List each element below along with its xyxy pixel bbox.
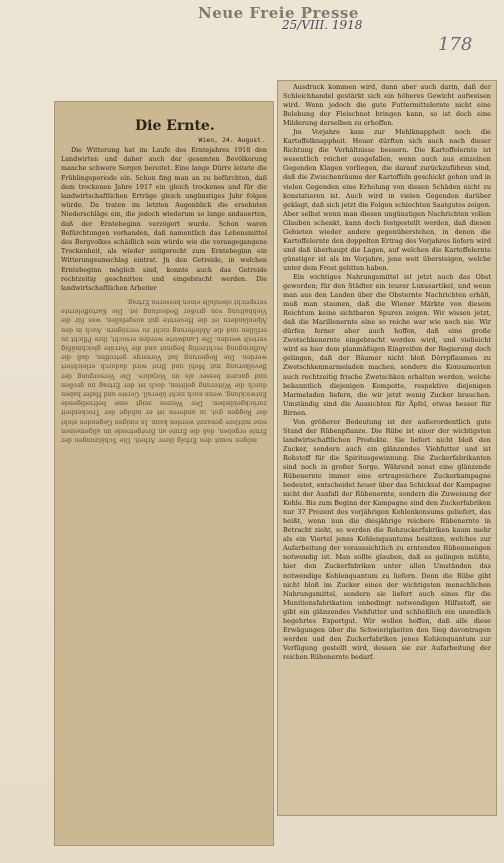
clipping-left xyxy=(54,101,274,846)
clipping-right xyxy=(277,80,497,816)
article-paragraph: Von größerer Bedeutung ist der außerordentlich gute Stand der Rübenpflanze. Die Rübe ist einer der wichtigsten landwirtschaftlichen Produkte. Sie liefert nicht bloß den Zucker, sondern auch ein glänzendes Viehfutter und ist Rohstoff für die Spiritusgewinnung. Die Zuckerfabrikanten sind noch in großer Sorge. Während sonst eine glänzende Rübenernte immer eine ertragreichere Zuckerkampagne bedeutet, entscheidet heuer über das Schicksal der Kampagne nicht der Ausfall der Rübenernte, sondern die Zuweisung der Kohle. Bis zum Beginn der Kampagne sind den Zuckerfabriken nur 37 Prozent des vorjährigen Kohlenkonsums geliefert, das heißt, wenn nun die diesjährige reichere Rübenernte in Betracht zieht, so werden die Rohzuckerfabriken kaum mehr als ein Viertel jenes Kohlenquantums besitzen, welches zur Aufarbeitung der voraussichtlich zu erntenden Rübenmengen notwendig ist. Man sollte glauben, daß es gelingen müßte, hier den Zuckerfabriken unter allen Umständen das notwendige Kohlenquantum zu liefern. Denn die Rübe gibt nicht bloß im Zucker eines der wichtigsten menschlichen Nahrungsmittel, sondern sie liefert auch eines für die Munitionsfabrikation unbedingt notwendigen Hilfsstoff, sie gibt ein glänzendes Viehfutter und schließlich ein unendlich begehrtes Exportgut. Wir wollen hoffen, daß alle diese Erwägungen über die Schwierigkeiten den Sieg davontragen werden und den Zuckerfabriken jenes Kohlenquantum zur Verfügung gestellt wird, dessen sie zur Aufarbeitung der reichen Rübenernte bedarf. xyxy=(283,417,491,661)
article-paragraph: Die Witterung hat im Laufe des Erntejahres 1918 den Landwirten und daher auch der gesamten Bevölkerung manche schwere Sorgen bereitet. Eine lange Dürre leitete die Frühlingsperiode ein. Schon fing man an zu befürchten, daß dem trockenen Jahre 1917 ein gleich trockenes und für die landwirtschaftlichen Erträge gleich ungünstiges Jahr folgen würde. Da traten im letzten Augenblick die ersehnten Niederschläge ein, die jedoch wiederum so lange andauerten, daß der Erntebeginn verzögert wurde. Schon waren Befürchtungen vorhanden, daß namentlich das Lebensmittel des Bergvolkes schädlich sein würde wie die vorangegangene Trockenheit, als wieder zeitgerecht zum Erntebeginn ein Witterungsumschlag eintrat. Jn den Getreide, in welchen Erntebeginn möglich sind, konnte auch das Getreide rechtzeitig geschnitten und eingebracht werden. Die landwirtschaftlichen Arbeiter xyxy=(61,146,267,293)
inverted-paragraph: mögen somit den Erfolg ihrer Arbeit. Die Schätzungen der Ernte ergeben, daß die Ernte an Brotgetreide im allgemeinen eine mittlere genannt werden kann. In einigen Gegenden steht der Roggen gut, in anderen ist er infolge der Trockenheit zurückgeblieben. Der Weizen zeigt eine befriedigende Entwicklung, wenn auch nicht überall. Gerste und Hafer haben durch die Witterung gelitten, doch ist der Ertrag im großen und ganzen besser als im Vorjahre. Die Versorgung der Bevölkerung mit Mehl und Brot wird dadurch erleichtert werden. Die Regierung hat Vorsorge getroffen, daß die Aufbringung rechtzeitig beginnt und die Vorräte gleichmäßig verteilt werden. Die Landwirte werden ersucht, ihre Pflicht zu erfüllen und die Ablieferung nicht zu verzögern. Auch in den Alpenländern ist die Heuernte gut ausgefallen, was für die Viehhaltung von großer Bedeutung ist. Die Kartoffelernte verspricht ebenfalls einen besseren Ertrag. xyxy=(61,298,267,445)
archive-number: 178 xyxy=(438,34,473,55)
article-paragraph: Ein wichtiges Nahrungsmittel ist jetzt auch das Obst geworden; für den Städter ein teurer Luxusartikel, und wenn man aus den Landen über die Obsternte Nachrichten erhält, muß man staunen, daß die Wiener Märkte von diesem Reichtum keine sichtbaren Spuren zeigen. Wir wissen jetzt, daß die Marillenernte eine so reiche war wie noch nie. Wir dürfen ferner aber auch hoffen, daß eine große Zwetschkenernte eingebracht werden wird, und vielleicht wird es hier dem planmäßigen Eingreifen der Regierung doch gelingen, daß der Bäumer nicht bloß Dörrpflaumen zu Zwetschkenmarmeladen machen, sondern die Konsumenten auch rechtzeitig frische Zwetschken erhalten werden, welche bekanntlich diejenigen Kompotte, respektive diejenigen Marmeladen liefern, die wir jetzt wenig Zucker brauchen. Umständig sind die Aussichten für Äpfel, etwas besser für Birnen. xyxy=(283,272,491,417)
article-column-right xyxy=(278,81,496,664)
article-title: Die Ernte. xyxy=(135,118,215,134)
article-column-left xyxy=(55,146,273,293)
article-dateline: Wien, 24. August. xyxy=(198,136,265,144)
article-paragraph: Ausdruck kommen wird, dann aber auch darin, daß der Schleichhandel gestärkt sich ein höheres Gewicht aufweisen wird. Wenn jedoch die gute Futtermittelernte nicht eine Belebung der Fleischnot bringen kann, so ist doch eine Milderung derselben zu erhoffen. xyxy=(283,83,491,128)
inverted-column-text xyxy=(55,297,273,444)
newspaper-masthead: Neue Freie Presse xyxy=(198,4,359,22)
handwritten-date: 25/VIII. 1918 xyxy=(282,18,363,32)
article-paragraph: Jm Vorjahre kam zur Mehlknappheit noch die Kartoffelknappheit. Heuer dürften sich auch nach dieser Richtung die Verhältnisse bessern. Die Kartoffelernte ist wesentlich reicher ausgefallen, wenn auch aus einzelnen Gegenden Klagen vorliegen, die darauf zurückzuführen sind, daß die Zwischenräume der Kartoffeln geschickt gehen und in vielen Gegenden eine Erholung von diesen Schäden nicht zu konstatieren ist. Auch wird in vielen Gegenden darüber geklagt, daß sich jetzt die Folgen schlechten Saatgutes zeigen. Aber selbst wenn man diesen ungünstigen Nachrichten vollen Glauben schenkt, kann doch festgestellt werden, daß diesen Gebieten wieder andere gegenüberstehen, in denen die Kartoffelernte den doppelten Ertrag des Vorjahres liefern wird und daß überhaupt die Lagen, auf welchen die Kartoffelernte günstiger ist als im Vorjahre, jene weit übersteigen, welche unter dem Frost gelitten haben. xyxy=(283,128,491,272)
